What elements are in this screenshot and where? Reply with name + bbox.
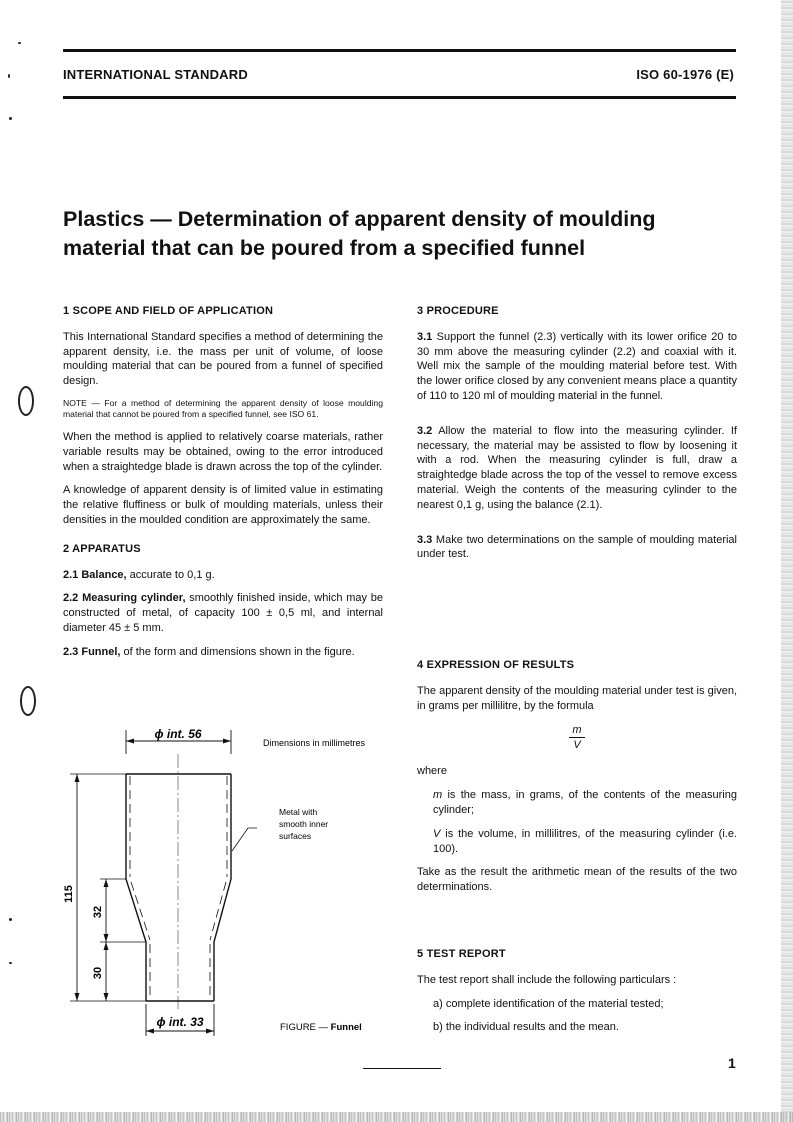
section-5	[417, 947, 737, 1044]
funnel-figure	[60, 724, 390, 1039]
footer-rule	[363, 1068, 441, 1069]
page-number: 1	[728, 1055, 736, 1071]
clause-number: 2.3	[63, 645, 79, 658]
report-item-a: a) complete identification of the material tested;	[433, 997, 664, 1010]
formula-numerator: m	[569, 723, 584, 738]
material-note-line2: smooth inner	[279, 819, 329, 829]
header-standard-number: ISO 60-1976 (E)	[636, 67, 734, 82]
report-item-b: b) the individual results and the mean.	[433, 1021, 619, 1034]
lower-height-label: 30	[92, 966, 104, 980]
definition-m	[433, 788, 737, 818]
section-1-heading: 1 SCOPE AND FIELD OF APPLICATION	[63, 305, 274, 317]
section-1-note: NOTE — For a method of determining the apparent density of loose moulding material that cannot be poured from a specified funnel, see ISO 61.	[63, 397, 383, 420]
material-note-line1: Metal with	[279, 807, 318, 817]
clause-number: 2.1	[63, 568, 79, 581]
report-list	[417, 997, 737, 1036]
scan-speck	[9, 117, 12, 120]
section-3	[417, 304, 737, 571]
symbol-v: V	[433, 827, 441, 840]
units-note: Dimensions in millimetres	[263, 738, 366, 748]
section-4	[417, 658, 737, 904]
bottom-diameter-label: ϕ int. 33	[156, 1015, 204, 1029]
symbol-m: m	[433, 789, 443, 802]
clause-label: Measuring cylinder,	[82, 592, 186, 605]
formula-denominator: V	[573, 739, 581, 752]
clause-3-3	[417, 533, 737, 563]
definition-v	[433, 827, 737, 857]
punch-hole-mark	[20, 686, 36, 716]
clause-number: 3.2	[417, 424, 433, 437]
clause-text: smoothly finished inside, which may be constructed of metal, of capacity 100 ± 0,5 ml, and internal diameter 45 ± 5 mm.	[63, 592, 383, 634]
scan-speck	[18, 42, 21, 44]
scan-speck	[8, 74, 10, 78]
section-5-intro: The test report shall include the following particulars :	[417, 973, 677, 986]
clause-text: of the form and dimensions shown in the figure.	[120, 645, 355, 658]
document-title: Plastics — Determination of apparent density of moulding material that can be poured from a specified funnel	[63, 207, 656, 260]
clause-3-2	[417, 424, 737, 513]
section-3-heading: 3 PROCEDURE	[417, 305, 499, 317]
section-1-paragraph: This International Standard specifies a method of determining the apparent density, i.e. the mass per unit of volume, of loose moulding material that can be poured from a funnel of specified design.	[63, 330, 383, 388]
header-left-title: INTERNATIONAL STANDARD	[63, 67, 248, 82]
clause-number: 3.1	[417, 330, 433, 343]
middle-height-label: 32	[92, 905, 104, 919]
clause-2-2	[63, 591, 383, 635]
definition-text: is the volume, in millilitres, of the measuring cylinder (i.e. 100).	[433, 827, 737, 855]
figure-caption-title: Funnel	[330, 1022, 362, 1033]
punch-hole-mark	[18, 386, 34, 416]
overall-height-label: 115	[63, 885, 75, 903]
density-formula	[417, 723, 737, 752]
material-note-line3: surfaces	[279, 831, 312, 841]
section-5-heading: 5 TEST REPORT	[417, 948, 506, 960]
clause-text: Make two determinations on the sample of moulding material under test.	[417, 533, 737, 561]
clause-number: 3.3	[417, 533, 433, 546]
section-1-paragraph: When the method is applied to relatively coarse materials, rather variable results may be obtained, owing to the error introduced when a straightedge blade is drawn across the top of the cylinder.	[63, 430, 383, 473]
top-diameter-label: ϕ int. 56	[154, 727, 202, 741]
clause-label: Funnel,	[81, 645, 121, 658]
section-4-result: Take as the result the arithmetic mean of the results of the two determinations.	[417, 866, 737, 894]
clause-label: Balance,	[81, 568, 127, 581]
clause-2-3	[63, 645, 383, 660]
section-1-paragraph: A knowledge of apparent density is of limited value in estimating the relative fluffiness or bulk of moulding materials, unless their densities in the moulded condition are approximately the same.	[63, 484, 383, 526]
clause-text: accurate to 0,1 g.	[126, 568, 215, 581]
clause-3-1	[417, 330, 737, 404]
clause-text: Allow the material to flow into the measuring cylinder. If necessary, the material may be assisted to flow by loosening it with a rod. When the measuring cylinder is full, draw a straightedge blade across the top of the vessel to remove excess material. Weigh the contents of the measuring cylinder to the nearest 0,1 g, using the balance (2.1).	[417, 424, 737, 511]
left-column	[63, 304, 383, 669]
definition-text: is the mass, in grams, of the contents of the measuring cylinder;	[433, 789, 737, 816]
symbol-definitions	[417, 788, 737, 856]
figure-caption	[280, 1022, 362, 1033]
scan-speck	[9, 962, 12, 964]
section-4-intro: The apparent density of the moulding material under test is given, in grams per millilitre, by the formula	[417, 684, 737, 712]
clause-number: 2.2	[63, 592, 79, 605]
scan-bottom-texture	[0, 1112, 793, 1122]
clause-2-1	[63, 568, 383, 583]
scan-edge-texture	[781, 0, 793, 1122]
clause-text: Support the funnel (2.3) vertically with its lower orifice 20 to 30 mm above the measuring cylinder (2.2) and coaxial with it. Well mix the sample of the moulding material before test. With the lower orifice closed by any convenient means place a quantity of 110 to 120 ml of moulding material in the funnel.	[417, 330, 737, 402]
header-top-rule	[63, 49, 736, 52]
section-4-heading: 4 EXPRESSION OF RESULTS	[417, 659, 575, 671]
section-2-heading: 2 APPARATUS	[63, 542, 141, 555]
header-bottom-rule	[63, 96, 736, 99]
where-label: where	[417, 765, 447, 778]
scan-speck	[9, 918, 12, 921]
figure-caption-prefix: FIGURE —	[280, 1022, 331, 1033]
